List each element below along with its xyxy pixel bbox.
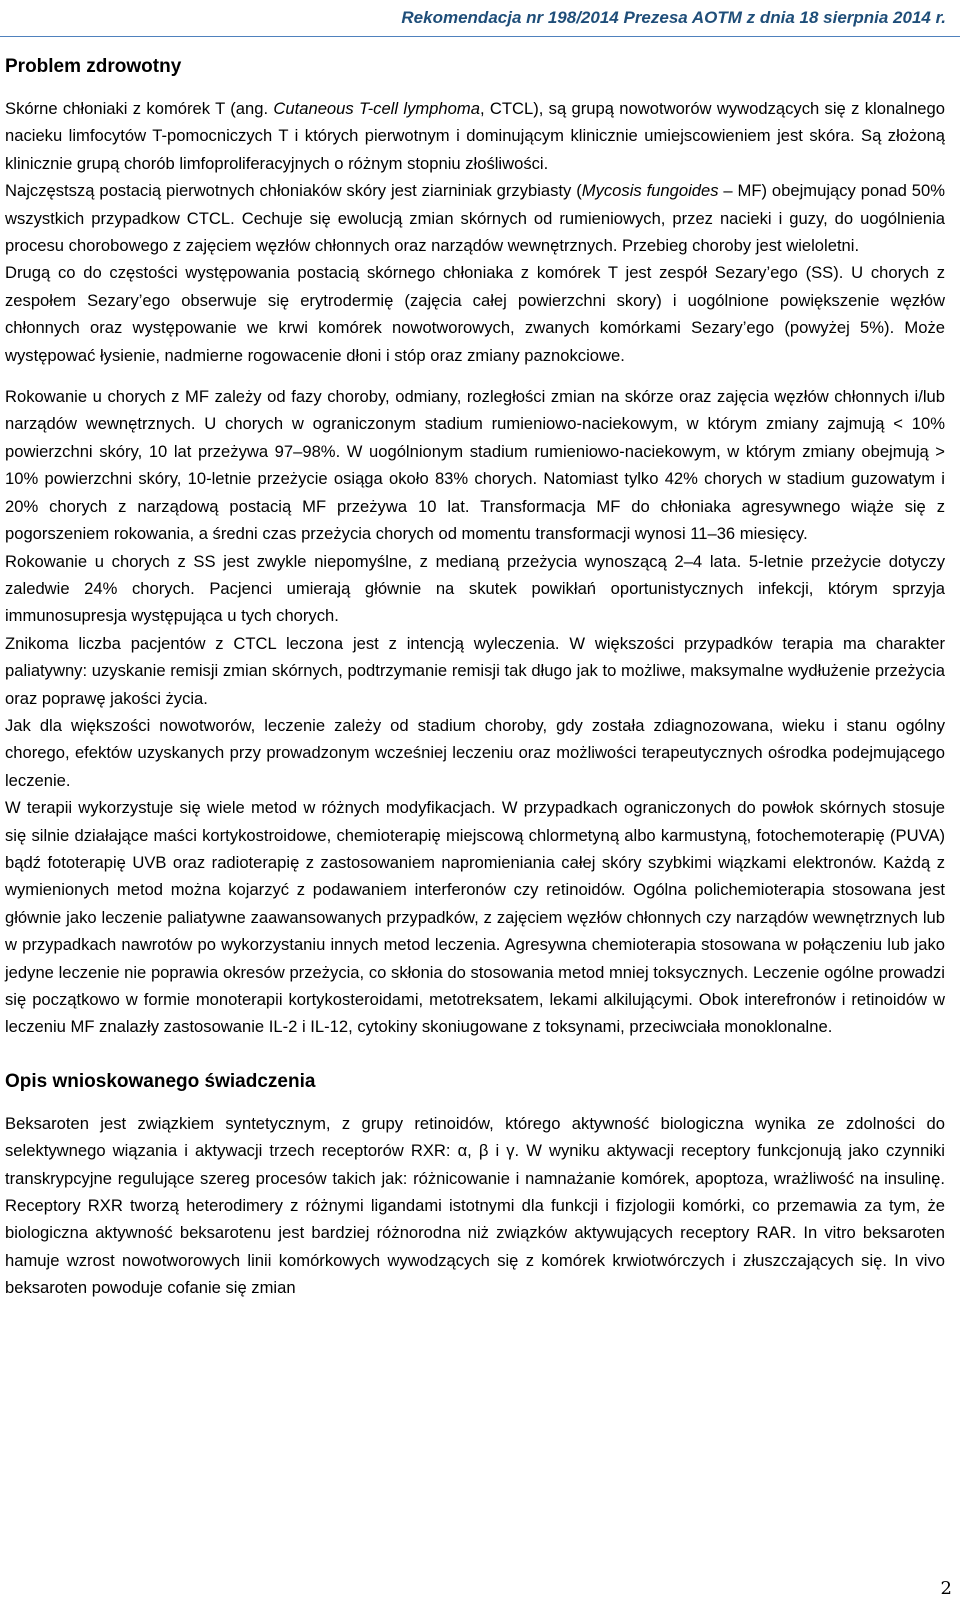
header-title: Rekomendacja nr 198/2014 Prezesa AOTM z dnia 18 sierpnia 2014 r. — [401, 8, 946, 27]
paragraph — [5, 177, 945, 259]
text-run: , CTCL), są grupą nowotworów wywodzących się z klonalnego nacieku limfocytów T-pomocniczych T i których pierwotnym i dominującym klinicznie umiejscowieniem jest skóra. Są złożoną klinicznie grupą chorób limfoproliferacyjnych o różnym stopniu złośliwości. — [5, 99, 945, 173]
text-run: Skórne chłoniaki z komórek T (ang. — [5, 99, 274, 118]
section-heading-description: Opis wnioskowanego świadczenia — [5, 1070, 316, 1092]
text-run-italic: Mycosis fungoides — [581, 181, 719, 201]
paragraph: Rokowanie u chorych z MF zależy od fazy choroby, odmiany, rozległości zmian na skórze oraz zajęcia węzłów chłonnych i/lub narządów wewnętrznych. U chorych w ograniczonym stadium rumieniowo-naciekowym, w którym zmiany zajmują < 10% powierzchni skóry, 10 lat przeżywa 97–98%. W uogólnionym stadium rumieniowo-naciekowym, w którym zmiany obejmują > 10% powierzchni skóry, 10-letnie przeżycie osiąga około 83% chorych. Natomiast tylko 42% chorych w stadium guzowatym i 20% chorych z narządową postacią MF przeżywa 10 lat. Transformacja MF do chłoniaka agresywnego wiąże się z pogorszeniem rokowania, a średni czas przeżycia chorych od momentu transformacji wynosi 11–36 miesięcy. — [5, 387, 945, 544]
paragraph: Jak dla większości nowotworów, leczenie zależy od stadium choroby, gdy została zdiagnozowana, wieku i stanu ogólny chorego, efektów uzyskanych przy prowadzonym wcześniej leczeniu oraz możliwości terapeutycznych ośrodka podejmującego leczenie. — [5, 715, 945, 790]
paragraph: Rokowanie u chorych z SS jest zwykle niepomyślne, z medianą przeżycia wynoszącą 2–4 lata. 5-letnie przeżycie dotyczy zaledwie 24% chorych. Pacjenci umierają głównie na skutek powikłań oportunistycznych infekcji, którym sprzyja immunosupresja występująca u tych chorych. — [5, 551, 945, 626]
page-header — [0, 0, 960, 37]
paragraph: Beksaroten jest związkiem syntetycznym, z grupy retinoidów, którego aktywność biologiczna wynika ze zdolności do selektywnego wiązania i aktywacji trzech receptorów RXR: α, β i γ. W wyniku aktywacji receptory funkcjonują jako czynniki transkrypcyjne regulujące szereg procesów takich jak: różnicowanie i namnażanie komórek, apoptoza, wrażliwość na insulinę. Receptory RXR tworzą heterodimery z różnymi ligandami istotnymi dla funkcji i fizjologii komórki, co przemawia za tym, że biologiczna aktywność beksarotenu jest bardziej różnorodna niż związków aktywujących receptory RAR. In vitro beksaroten hamuje wzrost nowotworowych linii komórkowych wywodzących się z komórek krwiotwórczych i złuszczających się. In vivo beksaroten powoduje cofanie się zmian — [5, 1113, 945, 1298]
text-run: Najczęstszą postacią pierwotnych chłoniaków skóry jest ziarniniak grzybiasty ( — [5, 181, 582, 201]
paragraph: W terapii wykorzystuje się wiele metod w różnych modyfikacjach. W przypadkach ograniczonych do powłok skórnych stosuje się silnie działające maści kortykostroidowe, chemioterapię miejscową chlormetyną albo karmustyną, fotochemoterapię (PUVA) bądź fototerapię UVB oraz radioterapię z zastosowaniem napromieniania całej skóry szybkimi wiązkami elektronów. Każdą z wymienionych metod można kojarzyć z podawaniem interferonów czy retinoidów. Ogólna polichemioterapia stosowana jest głównie jako leczenie paliatywne zaawansowanych przypadków, z zajęciem węzłów chłonnych czy narządów wewnętrznych lub w przypadkach nawrotów po wykorzystaniu innych metod leczenia. Agresywna chemioterapia stosowana w połączeniu lub jako jedyne leczenie nie poprawia okresów przeżycia, co skłonia do stosowania metod mniej toksycznych. Leczenie ogólne prowadzi się początkowo w formie monoterapii kortykosteroidami, metotreksatem, lekami alkilującymi. Obok interefronów i retinoidów w leczeniu MF znalazły zastosowanie IL-2 i IL-12, cytokiny skoniugowane z toksynami, przeciwciała monoklonalne. — [5, 798, 945, 1037]
section-heading-problem: Problem zdrowotny — [5, 56, 182, 77]
page-number: 2 — [940, 1578, 952, 1599]
paragraph — [5, 95, 945, 177]
text-run: – MF) obejmujący ponad 50% wszystkich przypadkow CTCL. Cechuje się ewolucją zmian skórnych od rumieniowych, przez nacieki i guzy, do uogólnienia procesu chorobowego z zajęciem węzłów chłonnych oraz narządów wewnętrznych. Przebieg choroby jest wieloletni. — [5, 181, 945, 256]
paragraph: Znikoma liczba pacjentów z CTCL leczona jest z intencją wyleczenia. W większości przypadków terapia ma charakter paliatywny: uzyskanie remisji zmian skórnych, podtrzymanie remisji tak długo jak to możliwe, maksymalne wydłużenie przeżycia oraz poprawę jakości życia. — [5, 633, 945, 708]
document-body — [5, 52, 945, 1302]
text-run-italic: Cutaneous T-cell lymphoma — [273, 99, 480, 118]
paragraph: Drugą co do częstości występowania postacią skórnego chłoniaka z komórek T jest zespół Sezary’ego (SS). U chorych z zespołem Sezary’ego obserwuje się erytrodermię (zajęcia całej powierzchni skory) i uogólnione powiększenie węzłów chłonnych oraz występowanie we krwi komórek nowotworowych, zwanych komórkami Sezary’ego (powyżej 5%). Może występować łysienie, nadmierne rogowacenie dłoni i stóp oraz zmiany paznokciowe. — [5, 263, 945, 365]
